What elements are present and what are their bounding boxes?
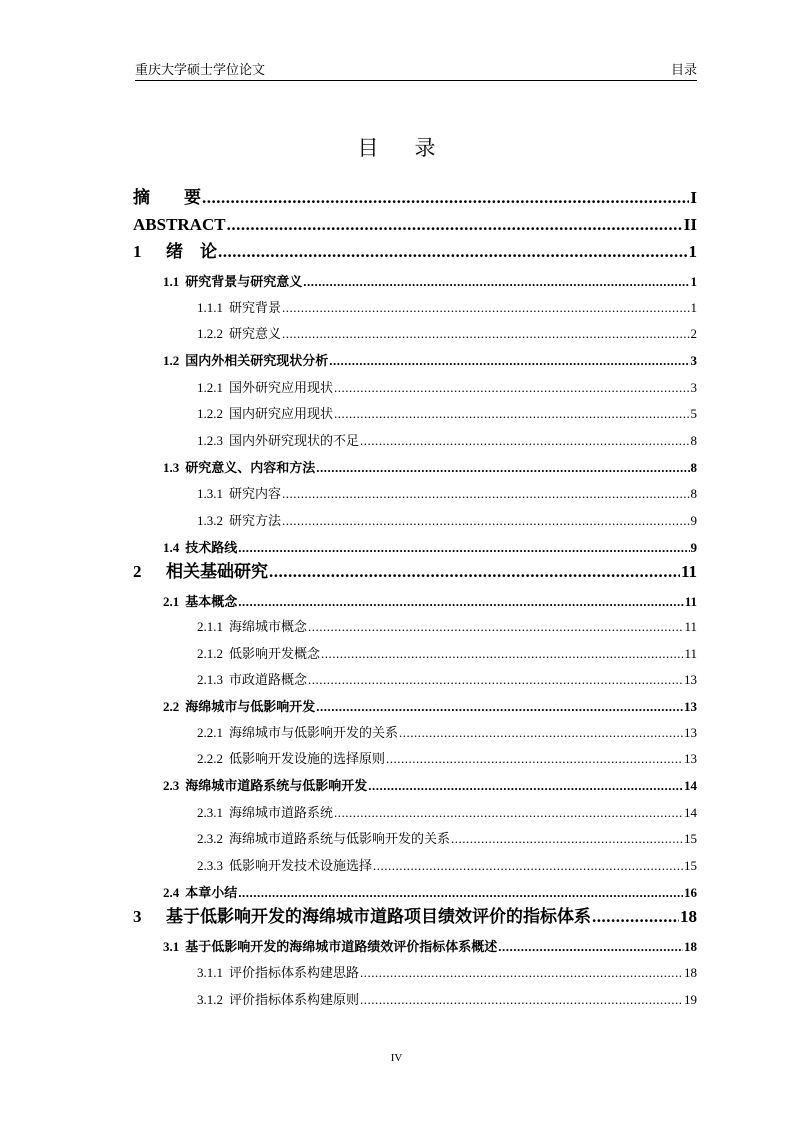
toc-entry-page: 13 bbox=[684, 751, 697, 766]
toc-entry-title: 海绵城市与低影响开发的关系 bbox=[229, 725, 399, 740]
toc-entry-label bbox=[197, 645, 320, 663]
toc-entry-page: 8 bbox=[690, 486, 697, 501]
toc-dot-leader bbox=[282, 512, 689, 530]
toc-entry-title: 海绵城市道路系统 bbox=[229, 805, 334, 820]
toc-entry[interactable] bbox=[197, 716, 697, 742]
toc-entry-number: 2.1.1 bbox=[197, 619, 223, 634]
toc-dot-leader bbox=[316, 698, 683, 716]
toc-dot-leader bbox=[334, 379, 689, 397]
toc-entry[interactable] bbox=[163, 876, 697, 902]
toc-entry-number: 1.2.3 bbox=[197, 433, 223, 448]
toc-dot-leader bbox=[399, 724, 683, 742]
toc-entry[interactable] bbox=[197, 663, 697, 689]
toc-entry-number: 2.3.3 bbox=[197, 858, 223, 873]
toc-entry[interactable] bbox=[133, 557, 697, 583]
toc-entry[interactable] bbox=[163, 930, 697, 956]
toc-entry-title: 低影响开发概念 bbox=[229, 646, 321, 661]
toc-entry-number: 1.3 bbox=[163, 460, 180, 475]
toc-entry[interactable] bbox=[197, 504, 697, 530]
toc-entry[interactable] bbox=[197, 317, 697, 343]
toc-dot-leader bbox=[269, 561, 680, 583]
toc-dot-leader bbox=[368, 777, 683, 795]
toc-entry-title: 研究意义、内容和方法 bbox=[185, 460, 316, 475]
toc-entry-number: 1.2.2 bbox=[197, 326, 223, 341]
toc-entry-number: 2.2 bbox=[163, 699, 180, 714]
toc-entry-label bbox=[197, 405, 333, 423]
toc-entry-label bbox=[197, 964, 359, 982]
toc-entry-title: 研究方法 bbox=[229, 513, 282, 528]
toc-entry-page: 14 bbox=[684, 805, 697, 820]
toc-entry-page: 13 bbox=[684, 699, 697, 714]
toc-entry-page: 11 bbox=[680, 562, 697, 581]
toc-entry-number: 2.1 bbox=[163, 594, 180, 609]
toc-entry-number: 2 bbox=[133, 562, 142, 581]
toc-entry-title: 国内研究应用现状 bbox=[229, 406, 334, 421]
toc-entry-label bbox=[197, 299, 281, 317]
toc-dot-leader bbox=[360, 991, 683, 1009]
toc-entry-title: 本章小结 bbox=[185, 885, 238, 900]
toc-entry-label bbox=[163, 352, 328, 370]
page-title-part1: 目 bbox=[357, 136, 379, 160]
toc-dot-leader bbox=[451, 830, 683, 848]
toc-entry-title: 海绵城市道路系统与低影响开发的关系 bbox=[229, 831, 451, 846]
toc-entry-page: 19 bbox=[684, 992, 697, 1007]
toc-entry-title: 摘 要 bbox=[133, 188, 201, 207]
toc-entry[interactable] bbox=[133, 237, 697, 263]
toc-entry-page: 15 bbox=[684, 831, 697, 846]
toc-entry-label bbox=[163, 593, 237, 611]
toc-entry-label bbox=[163, 459, 315, 477]
toc-entry[interactable] bbox=[133, 183, 697, 209]
toc-entry-label bbox=[133, 187, 201, 209]
page-number: IV bbox=[390, 1052, 403, 1064]
toc-entry-label bbox=[133, 561, 268, 583]
toc-entry[interactable] bbox=[197, 849, 697, 875]
toc-dot-leader bbox=[308, 671, 683, 689]
toc-dot-leader bbox=[360, 432, 689, 450]
toc-entry[interactable] bbox=[197, 610, 697, 636]
toc-entry-number: 2.1.3 bbox=[197, 672, 223, 687]
toc-entry-label bbox=[197, 485, 281, 503]
toc-entry-page: 5 bbox=[690, 406, 697, 421]
toc-entry-label bbox=[197, 724, 398, 742]
toc-dot-leader bbox=[227, 214, 683, 236]
toc-entry-page: 11 bbox=[684, 594, 697, 609]
header-thesis-title: 重庆大学硕士学位论文 bbox=[135, 62, 266, 77]
toc-entry-label bbox=[197, 830, 450, 848]
toc-entry[interactable] bbox=[197, 637, 697, 663]
toc-entry-label bbox=[197, 325, 281, 343]
toc-entry-page: 13 bbox=[684, 672, 697, 687]
toc-entry-number: 3.1 bbox=[163, 939, 180, 954]
toc-entry-title: 研究背景与研究意义 bbox=[185, 274, 303, 289]
toc-entry[interactable] bbox=[197, 983, 697, 1009]
toc-entry-page: 18 bbox=[684, 965, 697, 980]
toc-entry[interactable] bbox=[197, 956, 697, 982]
toc-entry[interactable] bbox=[163, 690, 697, 716]
toc-entry-title: 研究背景 bbox=[229, 300, 282, 315]
toc-dot-leader bbox=[386, 750, 683, 768]
toc-entry-page: II bbox=[683, 215, 697, 234]
toc-entry-label bbox=[163, 938, 497, 956]
toc-entry-page: 3 bbox=[690, 353, 697, 368]
toc-entry-number: 1.1.1 bbox=[197, 300, 223, 315]
toc-entry-page: 9 bbox=[690, 540, 697, 555]
toc-entry[interactable] bbox=[163, 451, 697, 477]
toc-entry-title: 相关基础研究 bbox=[166, 562, 268, 581]
toc-entry[interactable] bbox=[197, 796, 697, 822]
toc-entry[interactable] bbox=[197, 371, 697, 397]
toc-entry-page: 8 bbox=[690, 433, 697, 448]
toc-entry-label bbox=[197, 804, 333, 822]
toc-entry-title: 评价指标体系构建原则 bbox=[229, 992, 360, 1007]
toc-entry-label bbox=[163, 777, 367, 795]
toc-entry-number: 2.4 bbox=[163, 885, 180, 900]
toc-entry-number: 1.3.1 bbox=[197, 486, 223, 501]
toc-entry-page: 9 bbox=[690, 513, 697, 528]
toc-entry-title: 研究内容 bbox=[229, 486, 282, 501]
toc-entry-title: 低影响开发设施的选择原则 bbox=[229, 751, 386, 766]
toc-dot-leader bbox=[238, 884, 683, 902]
toc-dot-leader bbox=[282, 299, 689, 317]
toc-entry-page: 18 bbox=[684, 939, 697, 954]
toc-entry-number: 3.1.2 bbox=[197, 992, 223, 1007]
toc-entry-label bbox=[133, 241, 217, 263]
toc-entry-title: 国外研究应用现状 bbox=[229, 380, 334, 395]
toc-entry[interactable] bbox=[163, 769, 697, 795]
toc-dot-leader bbox=[329, 352, 689, 370]
toc-entry-label bbox=[197, 379, 333, 397]
toc-entry[interactable] bbox=[197, 742, 697, 768]
toc-dot-leader bbox=[334, 804, 683, 822]
toc-entry-label bbox=[163, 273, 302, 291]
toc-entry-number: 2.1.2 bbox=[197, 646, 223, 661]
toc-entry[interactable] bbox=[163, 585, 697, 611]
toc-entry-page: 2 bbox=[690, 326, 697, 341]
toc-entry-page: 14 bbox=[684, 778, 697, 793]
toc-entry-page: 11 bbox=[684, 619, 697, 634]
toc-entry-number: 1.2.2 bbox=[197, 406, 223, 421]
toc-entry-number: 1.2 bbox=[163, 353, 180, 368]
toc-entry-number: 1.3.2 bbox=[197, 513, 223, 528]
toc-entry-label bbox=[133, 906, 591, 928]
toc-entry-title: 评价指标体系构建思路 bbox=[229, 965, 360, 980]
toc-dot-leader bbox=[373, 857, 683, 875]
toc-entry-title: 海绵城市与低影响开发 bbox=[185, 699, 316, 714]
toc-entry-label bbox=[163, 884, 237, 902]
toc-entry-page: 11 bbox=[684, 646, 697, 661]
toc-entry-title: 海绵城市概念 bbox=[229, 619, 308, 634]
toc-entry[interactable] bbox=[133, 902, 697, 928]
toc-entry-title: 国内外研究现状的不足 bbox=[229, 433, 360, 448]
toc-dot-leader bbox=[282, 485, 689, 503]
toc-entry-number: 1 bbox=[133, 242, 142, 261]
toc-entry-number: 3 bbox=[133, 907, 142, 926]
toc-entry-number: 2.2.1 bbox=[197, 725, 223, 740]
toc-entry-title: 国内外相关研究现状分析 bbox=[185, 353, 329, 368]
page-title-part2: 录 bbox=[414, 136, 436, 160]
toc-entry-label bbox=[197, 618, 307, 636]
toc-entry[interactable] bbox=[133, 210, 697, 236]
toc-entry-label bbox=[163, 698, 315, 716]
toc-entry-page: 16 bbox=[684, 885, 697, 900]
toc-entry-title: 绪 论 bbox=[166, 242, 217, 261]
toc-entry-number: 1.1 bbox=[163, 274, 180, 289]
toc-entry[interactable] bbox=[197, 477, 697, 503]
toc-entry[interactable] bbox=[197, 397, 697, 423]
toc-entry-number: 1.4 bbox=[163, 540, 180, 555]
toc-entry-number: 2.3 bbox=[163, 778, 180, 793]
toc-dot-leader bbox=[238, 539, 689, 557]
toc-entry-page: 15 bbox=[684, 858, 697, 873]
header-section-name: 目录 bbox=[670, 62, 697, 77]
toc-entry[interactable] bbox=[197, 822, 697, 848]
toc-dot-leader bbox=[308, 618, 683, 636]
toc-dot-leader bbox=[218, 241, 688, 263]
toc-entry-label bbox=[197, 671, 307, 689]
toc-entry-page: 13 bbox=[684, 725, 697, 740]
toc-entry-label bbox=[197, 512, 281, 530]
toc-entry-title: 技术路线 bbox=[185, 540, 238, 555]
toc-entry-label bbox=[197, 991, 359, 1009]
toc-entry-page: 3 bbox=[690, 380, 697, 395]
toc-entry-title: 市政道路概念 bbox=[229, 672, 308, 687]
toc-entry-page: 1 bbox=[688, 242, 697, 261]
toc-entry[interactable] bbox=[163, 265, 697, 291]
toc-entry-number: 2.3.2 bbox=[197, 831, 223, 846]
toc-dot-leader bbox=[303, 273, 689, 291]
toc-entry-title: 基于低影响开发的海绵城市道路项目绩效评价的指标体系 bbox=[166, 907, 591, 926]
toc-entry[interactable] bbox=[163, 344, 697, 370]
toc-dot-leader bbox=[282, 325, 689, 343]
toc-dot-leader bbox=[498, 938, 683, 956]
toc-dot-leader bbox=[592, 906, 679, 928]
toc-dot-leader bbox=[238, 593, 683, 611]
toc-entry-title: 海绵城市道路系统与低影响开发 bbox=[185, 778, 368, 793]
toc-entry-title: 基于低影响开发的海绵城市道路绩效评价指标体系概述 bbox=[185, 939, 498, 954]
toc-dot-leader bbox=[360, 964, 683, 982]
toc-entry-title: 研究意义 bbox=[229, 326, 282, 341]
toc-entry-number: 1.2.1 bbox=[197, 380, 223, 395]
toc-entry-title: 低影响开发技术设施选择 bbox=[229, 858, 373, 873]
toc-dot-leader bbox=[202, 187, 689, 209]
toc-entry-title: 基本概念 bbox=[185, 594, 238, 609]
toc-entry-label bbox=[197, 750, 385, 768]
toc-entry-page: 1 bbox=[690, 300, 697, 315]
toc-entry-label bbox=[163, 539, 237, 557]
toc-entry-number: 3.1.1 bbox=[197, 965, 223, 980]
toc-dot-leader bbox=[334, 405, 689, 423]
toc-entry[interactable] bbox=[197, 291, 697, 317]
toc-entry-number: 2.2.2 bbox=[197, 751, 223, 766]
toc-entry-label bbox=[133, 214, 226, 236]
toc-entry-page: 1 bbox=[690, 274, 697, 289]
toc-entry-number: 2.3.1 bbox=[197, 805, 223, 820]
toc-entry-page: I bbox=[690, 188, 697, 207]
toc-entry-page: 18 bbox=[680, 907, 697, 926]
toc-dot-leader bbox=[321, 645, 683, 663]
toc-dot-leader bbox=[316, 459, 689, 477]
toc-entry-label bbox=[197, 857, 372, 875]
toc-entry[interactable] bbox=[197, 424, 697, 450]
toc-entry[interactable] bbox=[163, 531, 697, 557]
toc-entry-title: ABSTRACT bbox=[133, 215, 226, 234]
toc-entry-page: 8 bbox=[690, 460, 697, 475]
toc-entry-label bbox=[197, 432, 359, 450]
